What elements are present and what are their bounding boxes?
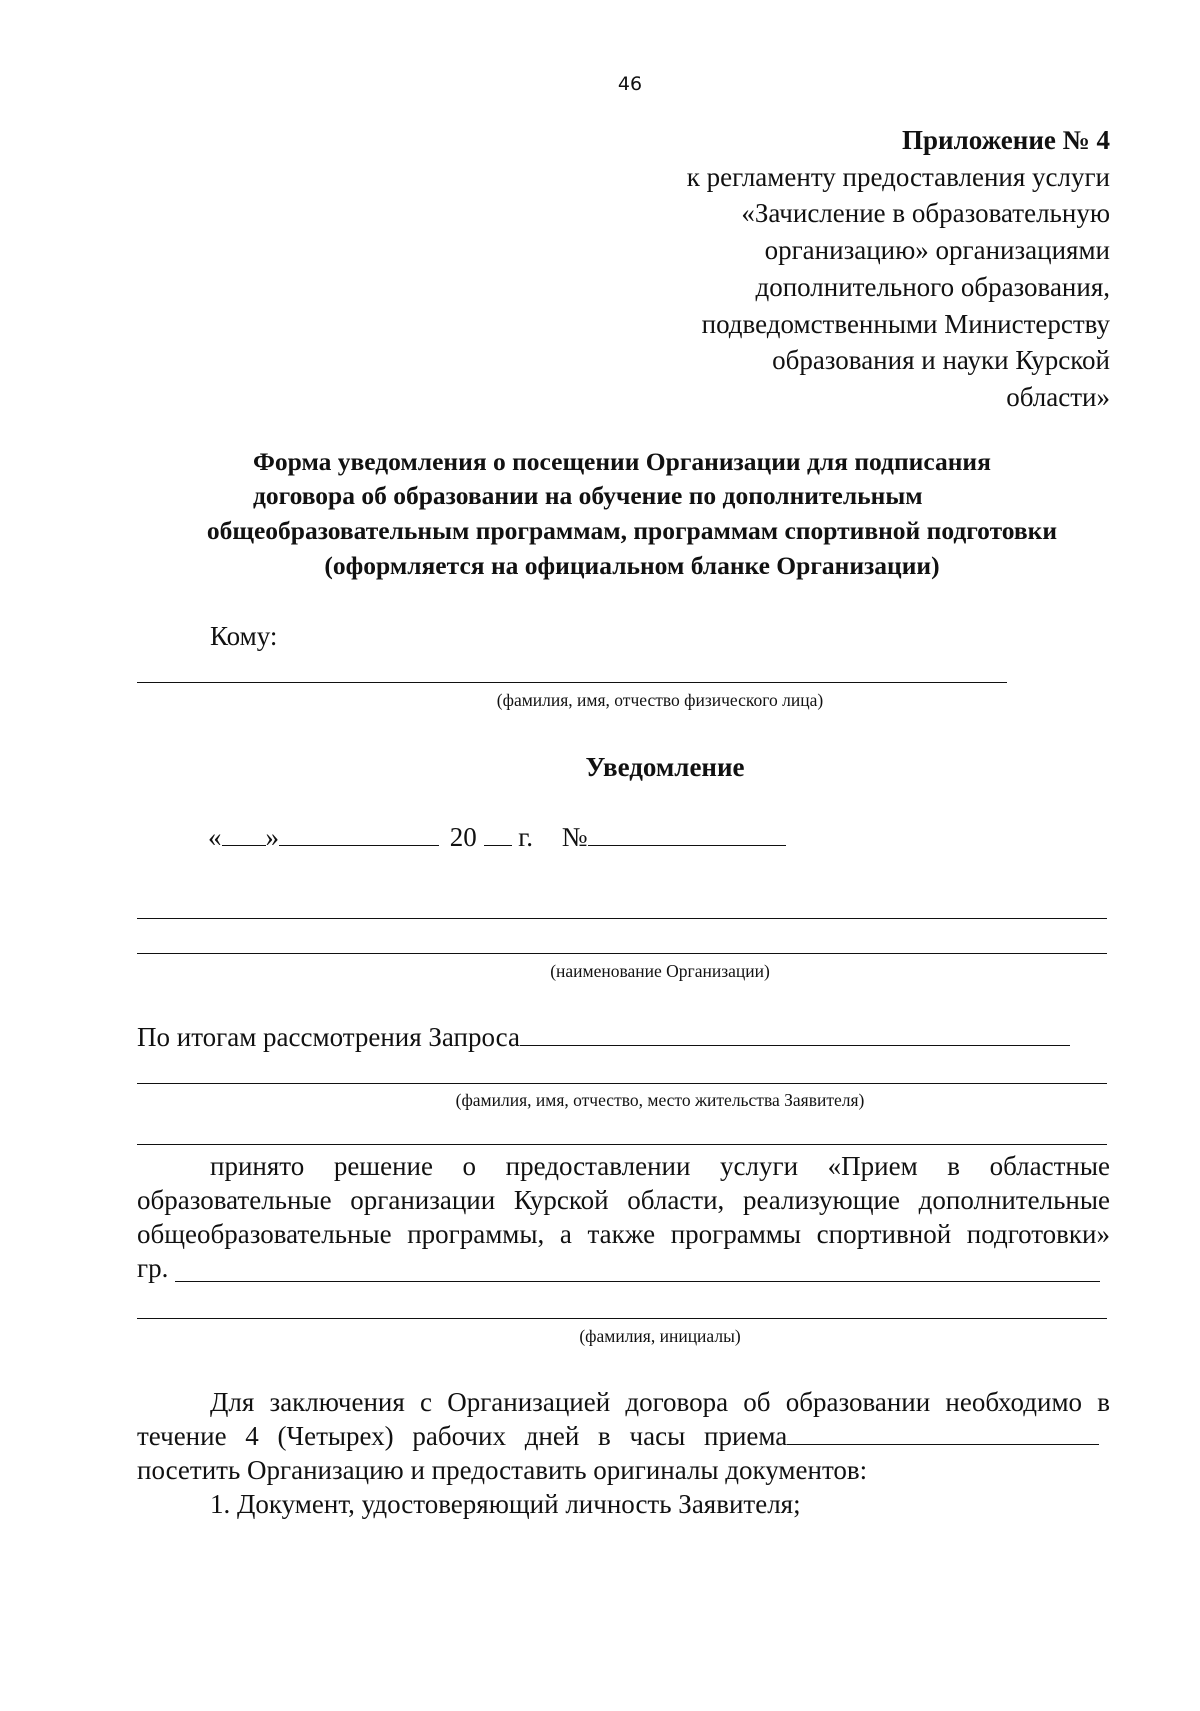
appendix-line: организацию» организациями	[764, 235, 1110, 266]
request-blank	[520, 1023, 1070, 1046]
form-title-line-2: договора об образовании на обучение по дополнительным	[253, 481, 923, 510]
org-line-2	[137, 953, 1107, 954]
document-item-1: 1. Документ, удостоверяющий личность Заявителя;	[210, 1489, 801, 1519]
applicant-line-2	[137, 1144, 1107, 1145]
closing-line-1: Для заключения с Организацией договора об образовании необходимо в	[210, 1387, 1110, 1417]
gr-line-2	[137, 1318, 1107, 1319]
page-number: 46	[617, 73, 643, 95]
applicant-caption: (фамилия, имя, отчество, место жительства Заявителя)	[455, 1090, 865, 1110]
closing-line-3: посетить Организацию и предоставить оригиналы документов:	[137, 1455, 868, 1485]
gr-label: гр.	[137, 1253, 169, 1283]
appendix-line: подведомственными Министерству	[701, 308, 1110, 339]
decision-line-1: принято решение о предоставлении услуги «Прием в областные	[210, 1151, 1110, 1181]
appendix-title: Приложение № 4	[902, 125, 1110, 155]
closing-line-2-text: течение 4 (Четырех) рабочих дней в часы приема	[137, 1421, 788, 1451]
number-blank	[588, 823, 786, 846]
recipient-line	[137, 682, 1007, 683]
form-title-line-3: общеобразовательным программам, программам спортивной подготовки	[206, 516, 1058, 545]
applicant-line	[137, 1083, 1107, 1084]
number-sign: №	[561, 822, 588, 852]
request-row	[137, 1020, 1070, 1054]
appendix-line: «Зачисление в образовательную	[741, 198, 1110, 229]
gr-blank-line	[175, 1281, 1100, 1282]
request-label: По итогам рассмотрения Запроса	[137, 1022, 520, 1052]
year-suffix: г.	[518, 822, 534, 852]
date-row	[208, 820, 786, 854]
appendix-header	[687, 122, 1110, 416]
form-title-line-1: Форма уведомления о посещении Организации для подписания	[253, 447, 991, 476]
to-label: Кому:	[210, 621, 278, 651]
appendix-line: области»	[1006, 381, 1110, 412]
hours-blank	[787, 1422, 1099, 1445]
day-blank	[222, 823, 266, 846]
appendix-line: дополнительного образования,	[755, 271, 1110, 302]
decision-line-3: общеобразовательные программы, а также программы спортивной подготовки»	[137, 1219, 1110, 1249]
appendix-line: к регламенту предоставления услуги	[686, 161, 1110, 192]
open-quote: «	[208, 822, 222, 852]
close-quote: »	[265, 822, 279, 852]
decision-line-2: образовательные организации Курской области, реализующие дополнительные	[137, 1185, 1110, 1215]
year-prefix: 20	[449, 822, 477, 852]
closing-line-2	[137, 1419, 1099, 1453]
org-caption: (наименование Организации)	[550, 961, 770, 981]
year-blank	[484, 823, 512, 846]
recipient-caption: (фамилия, имя, отчество физического лица)	[496, 690, 824, 710]
org-line-1	[137, 918, 1107, 919]
initials-caption: (фамилия, инициалы)	[579, 1326, 741, 1346]
appendix-line: образования и науки Курской	[772, 345, 1110, 376]
month-blank	[279, 823, 439, 846]
form-title-line-4: (оформляется на официальном бланке Организации)	[324, 551, 940, 580]
notice-heading: Уведомление	[585, 752, 745, 782]
